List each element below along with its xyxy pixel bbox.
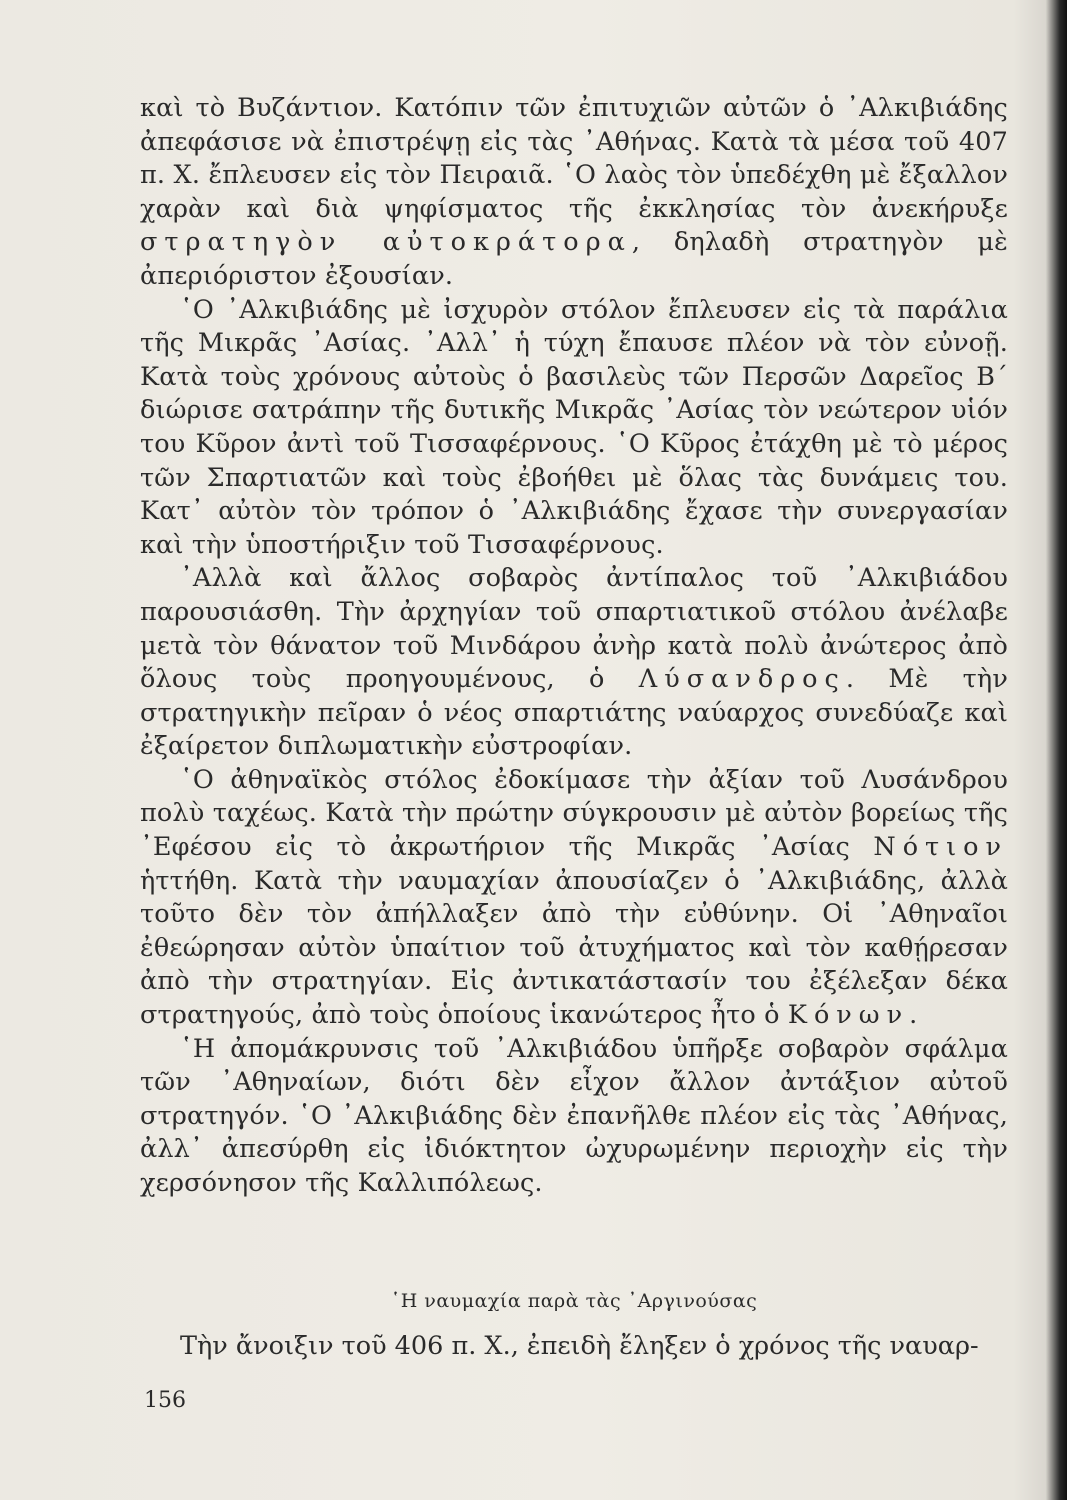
paragraph-text: . Μὲ τὴν στρατηγικὴν πεῖραν ὁ νέος σπαρτιάτης ναύαρχος συνεδύαζε καὶ ἐξαίρετον διπλωματικὴν εὐστροφίαν. bbox=[140, 664, 1008, 762]
paragraph-text: ῾Ο ᾿Αλκιβιάδης μὲ ἰσχυρὸν στόλον ἔπλευσεν εἰς τὰ παράλια τῆς Μικρᾶς ᾿Ασίας. ᾿Αλλ᾿ ἡ τύχη ἔπαυσε πλέον νὰ τὸν εὐνοῇ. Κατὰ τοὺς χρόνους αὐτοὺς ὁ βασιλεὺς τῶν Περσῶν Δαρεῖος Β΄ διώρισε σατράπην τῆς δυτικῆς Μικρᾶς ᾿Ασίας τὸν νεώτερον υἱόν του Κῦρον ἀντὶ τοῦ Τισσαφέρνους. ῾Ο Κῦρος ἐτάχθη μὲ τὸ μέρος τῶν Σπαρτιατῶν καὶ τοὺς ἐβοήθει μὲ ὅλας τὰς δυνάμεις του. Κατ᾿ αὐτὸν τὸν τρόπον ὁ ᾿Αλκιβιάδης ἔχασε τὴν συνεργασίαν καὶ τὴν ὑποστήριξιν τοῦ Τισσαφέρνους. bbox=[140, 294, 1008, 560]
paragraph bbox=[140, 764, 1008, 1033]
paragraph-text: , δηλαδὴ στρατηγὸν μὲ ἀπεριόριστον ἐξουσίαν. bbox=[140, 227, 1008, 291]
emphasized-name: στρατηγὸν αὐτοκράτορα bbox=[140, 227, 632, 258]
paragraph bbox=[140, 294, 1008, 563]
body-text bbox=[140, 92, 1008, 1201]
last-paragraph: Τὴν ἄνοιξιν τοῦ 406 π. Χ., ἐπειδὴ ἔληξεν ὁ χρόνος τῆς ναυαρ- bbox=[180, 1331, 979, 1361]
paragraph-text: καὶ τὸ Βυζάντιον. Κατόπιν τῶν ἐπιτυχιῶν αὐτῶν ὁ ᾿Αλκιβιάδης ἀπεφάσισε νὰ ἐπιστρέψῃ εἰς τὰς ᾿Αθήνας. Κατὰ τὰ μέσα τοῦ 407 π. Χ. ἔπλευσεν εἰς τὸν Πειραιᾶ. ῾Ο λαὸς τὸν ὑπεδέχθη μὲ ἔξαλλον χαρὰν καὶ διὰ ψηφίσματος τῆς ἐκκλησίας τὸν ἀνεκήρυξε bbox=[140, 93, 1008, 224]
paragraph-text: . bbox=[909, 1000, 918, 1031]
paragraph bbox=[140, 1033, 1008, 1201]
paragraph bbox=[140, 92, 1008, 294]
paragraph-text: ῾Η ἀπομάκρυνσις τοῦ ᾿Αλκιβιάδου ὑπῆρξε σοβαρὸν σφάλμα τῶν ᾿Αθηναίων, διότι δὲν εἶχον ἄλλον ἀντάξιον αὐτοῦ στρατηγόν. ῾Ο ᾿Αλκιβιάδης δὲν ἐπανῆλθε πλέον εἰς τὰς ᾿Αθήνας, ἀλλ᾿ ἀπεσύρθη εἰς ἰδιόκτητον ὠχυρωμένην περιοχὴν εἰς τὴν χερσόνησον τῆς Καλλιπόλεως. bbox=[140, 1033, 1008, 1198]
section-heading: ῾Η ναυμαχία παρὰ τὰς ᾿Αργινούσας bbox=[390, 1290, 758, 1312]
paragraph-text: ἡττήθη. Κατὰ τὴν ναυμαχίαν ἀπουσίαζεν ὁ ᾿Αλκιβιάδης, ἀλλὰ τοῦτο δὲν τὸν ἀπήλλαξεν ἀπὸ τὴν εὐθύνην. Οἱ ᾿Αθηναῖοι ἐθεώρησαν αὐτὸν ὑπαίτιον τοῦ ἀτυχήματος καὶ τὸν καθῄρεσαν ἀπὸ τὴν στρατηγίαν. Εἰς ἀντικατάστασίν του ἐξέλεξαν δέκα στρατηγούς, ἀπὸ τοὺς ὁποίους ἱκανώτερος ἦτο ὁ bbox=[140, 865, 1008, 1031]
emphasized-name: Κόνων bbox=[787, 1000, 910, 1031]
paragraph-text: ᾿Αλλὰ καὶ ἄλλος σοβαρὸς ἀντίπαλος τοῦ ᾿Αλκιβιάδου παρουσιάσθη. Τὴν ἀρχηγίαν τοῦ σπαρτιατικοῦ στόλου ἀνέλαβε μετὰ τὸν θάνατον τοῦ Μινδάρου ἀνὴρ κατὰ πολὺ ἀνώτερος ἀπὸ ὅλους τοὺς προηγουμένους, ὁ bbox=[140, 563, 1008, 695]
emphasized-name: Λύσανδρος bbox=[638, 664, 846, 695]
emphasized-name: Νότιον bbox=[873, 832, 1008, 863]
paragraph bbox=[140, 562, 1008, 764]
paragraph-text: ῾Ο ἀθηναϊκὸς στόλος ἐδοκίμασε τὴν ἀξίαν τοῦ Λυσάνδρου πολὺ ταχέως. Κατὰ τὴν πρώτην σύγκρουσιν μὲ αὐτὸν βορείως τῆς ᾿Εφέσου εἰς τὸ ἀκρωτήριον τῆς Μικρᾶς ᾿Ασίας bbox=[140, 764, 1008, 863]
page-number: 156 bbox=[144, 1388, 186, 1413]
